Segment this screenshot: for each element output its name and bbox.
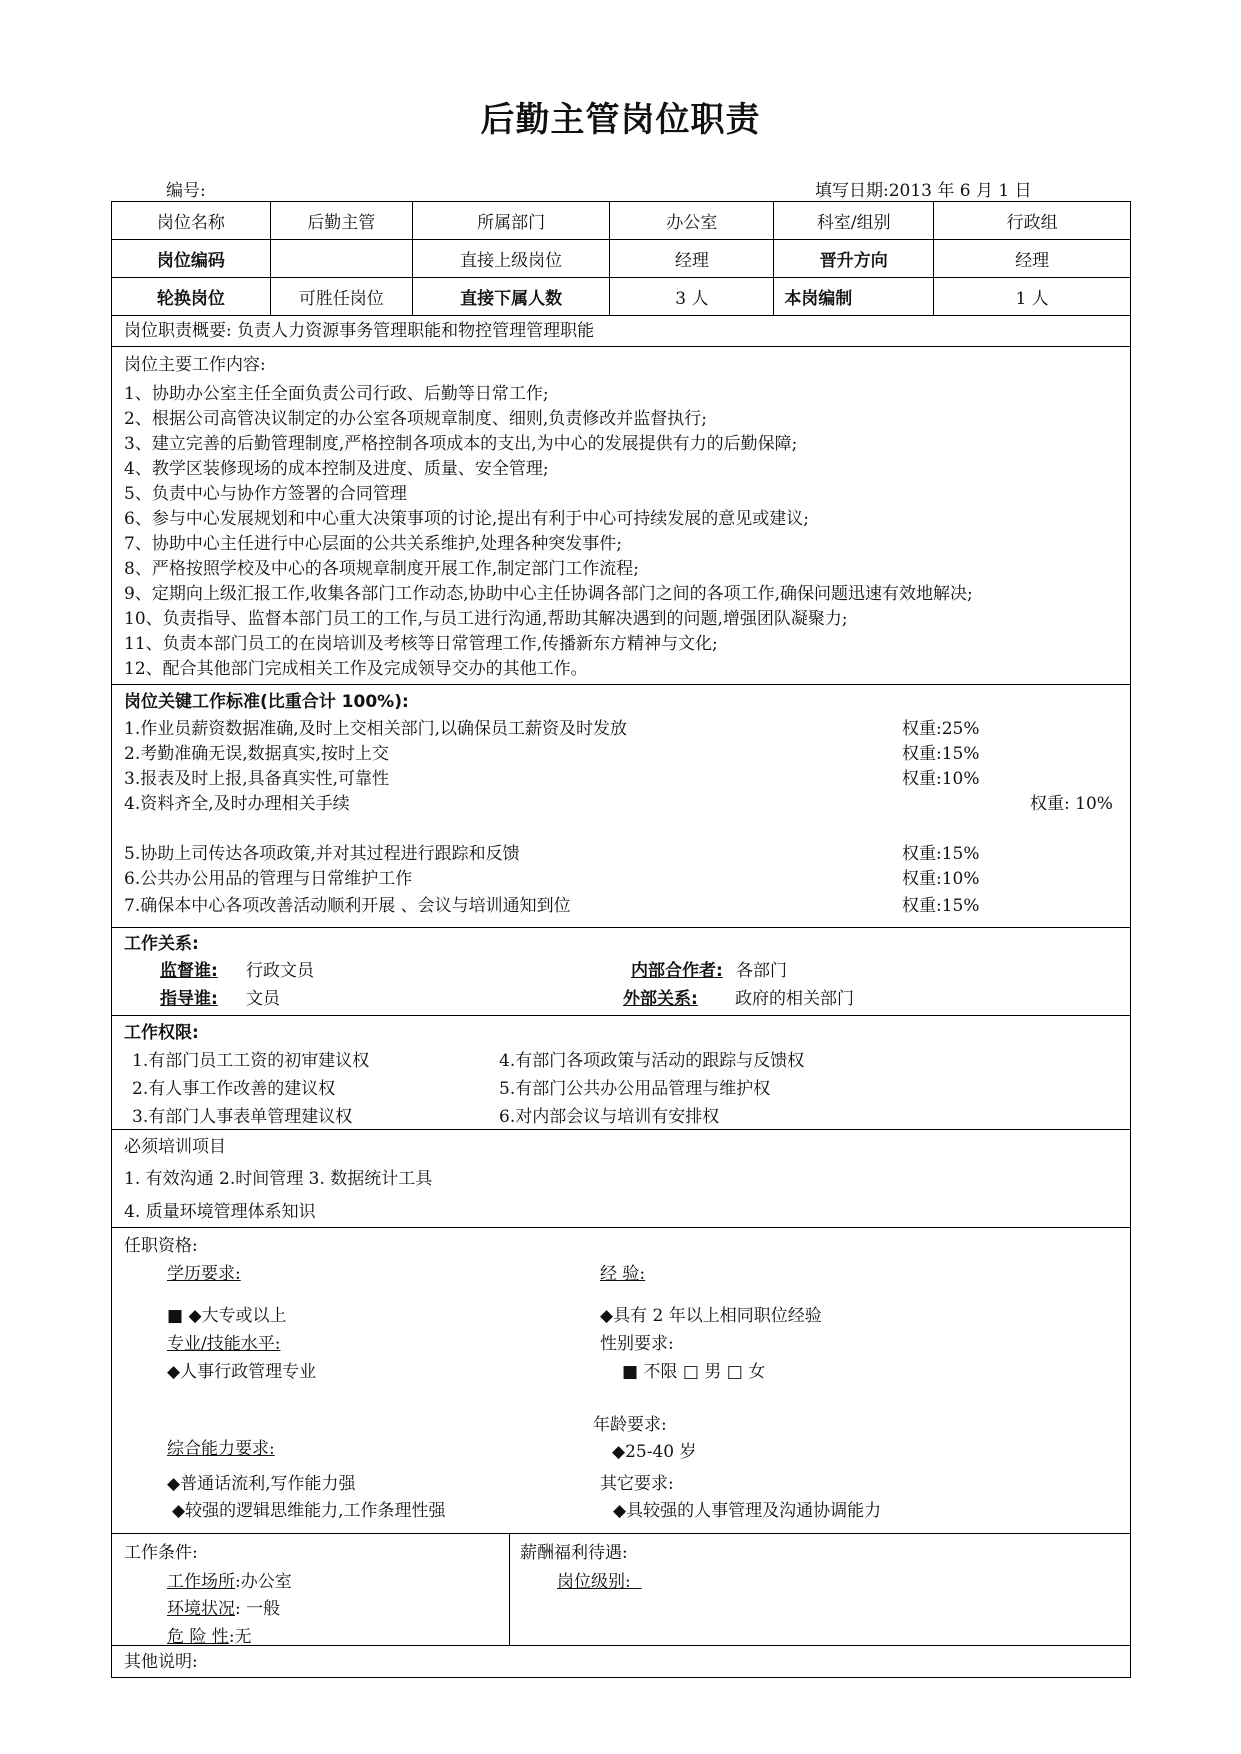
kpi-item-weight: 权重:15% xyxy=(902,844,980,864)
duty-item: 12、配合其他部门完成相关工作及完成领导交办的其他工作。 xyxy=(124,659,588,679)
authority-item: 5.有部门公共办公用品管理与维护权 xyxy=(499,1079,771,1099)
info-cell: 3 人 xyxy=(610,278,774,316)
kpi-item-text: 7.确保本中心各项改善活动顺利开展 、会议与培训通知到位 xyxy=(124,896,571,916)
kpi-item-text: 1.作业员薪资数据准确,及时上交相关部门,以确保员工薪资及时发放 xyxy=(124,719,628,739)
duty-item: 8、严格按照学校及中心的各项规章制度开展工作,制定部门工作流程; xyxy=(124,559,639,579)
conditions-heading: 工作条件: xyxy=(124,1543,198,1563)
ability-value: ◆较强的逻辑思维能力,工作条理性强 xyxy=(172,1501,446,1521)
experience-value: ◆具有 2 年以上相同职位经验 xyxy=(600,1306,822,1326)
kpi-item-weight: 权重:25% xyxy=(902,719,980,739)
info-cell: 1 人 xyxy=(934,278,1131,316)
relations-heading: 工作关系: xyxy=(124,934,199,954)
info-cell: 直接上级岗位 xyxy=(412,240,610,278)
summary-section xyxy=(111,315,1131,347)
place-row xyxy=(167,1571,292,1593)
duty-item: 7、协助中心主任进行中心层面的公共关系维护,处理各种突发事件; xyxy=(124,534,622,554)
info-cell: 轮换岗位 xyxy=(112,278,271,316)
edu-value: ■ ◆大专或以上 xyxy=(167,1306,287,1326)
kpi-item-text: 3.报表及时上报,具备真实性,可靠性 xyxy=(124,769,390,789)
gender-options: ■ 不限 □ 男 □ 女 xyxy=(622,1362,766,1382)
authority-item: 6.对内部会议与培训有安排权 xyxy=(499,1107,720,1127)
place-value: :办公室 xyxy=(235,1572,292,1592)
number-label: 编号: xyxy=(166,181,206,201)
duty-item: 4、教学区装修现场的成本控制及进度、质量、安全管理; xyxy=(124,459,549,479)
position-info-table xyxy=(111,201,1131,316)
major-value: ◆人事行政管理专业 xyxy=(167,1362,317,1382)
authority-item: 4.有部门各项政策与活动的跟踪与反馈权 xyxy=(499,1051,805,1071)
info-cell: 晋升方向 xyxy=(774,240,934,278)
other-label: 其它要求: xyxy=(600,1474,674,1494)
info-cell: 经理 xyxy=(610,240,774,278)
info-cell: 岗位编码 xyxy=(112,240,271,278)
authority-item: 2.有人事工作改善的建议权 xyxy=(132,1079,336,1099)
guide-value: 文员 xyxy=(246,989,280,1009)
training-section xyxy=(111,1130,1131,1228)
ability-value: ◆普通话流利,写作能力强 xyxy=(167,1474,356,1494)
info-cell: 行政组 xyxy=(934,202,1131,240)
duty-item: 2、根据公司高管决议制定的办公室各项规章制度、细则,负责修改并监督执行; xyxy=(124,409,707,429)
edu-label: 学历要求: xyxy=(167,1264,241,1284)
info-row xyxy=(112,202,1131,240)
info-cell: 岗位名称 xyxy=(112,202,271,240)
kpi-section xyxy=(111,685,1131,928)
salary-heading: 薪酬福利待遇: xyxy=(520,1543,628,1563)
kpi-item-weight: 权重: 10% xyxy=(1030,794,1113,814)
info-cell: 本岗编制 xyxy=(774,278,934,316)
duty-item: 5、负责中心与协作方签署的合同管理 xyxy=(124,484,407,504)
environment-label: 环境状况 xyxy=(167,1599,235,1619)
danger-row xyxy=(167,1626,252,1648)
level-label: 岗位级别: xyxy=(557,1572,642,1592)
gender-label: 性别要求: xyxy=(600,1334,674,1354)
kpi-item-weight: 权重:15% xyxy=(902,896,980,916)
info-cell: 科室/组别 xyxy=(774,202,934,240)
authority-item: 3.有部门人事表单管理建议权 xyxy=(132,1107,353,1127)
duty-item: 1、协助办公室主任全面负责公司行政、后勤等日常工作; xyxy=(124,384,549,404)
duty-item: 10、负责指导、监督本部门员工的工作,与员工进行沟通,帮助其解决遇到的问题,增强团队凝聚力; xyxy=(124,609,848,629)
kpi-heading: 岗位关键工作标准(比重合计 100%): xyxy=(124,692,409,712)
info-cell: 办公室 xyxy=(610,202,774,240)
ability-label: 综合能力要求: xyxy=(167,1439,275,1459)
duties-heading: 岗位主要工作内容: xyxy=(124,355,266,375)
age-value: ◆25-40 岁 xyxy=(612,1442,697,1462)
other-value: ◆具较强的人事管理及沟通协调能力 xyxy=(613,1501,882,1521)
notes-label: 其他说明: xyxy=(124,1652,198,1672)
kpi-item-text: 5.协助上司传达各项政策,并对其过程进行跟踪和反馈 xyxy=(124,844,520,864)
duty-item: 6、参与中心发展规划和中心重大决策事项的讨论,提出有利于中心可持续发展的意见或建议; xyxy=(124,509,809,529)
authority-heading: 工作权限: xyxy=(124,1023,199,1043)
authority-section xyxy=(111,1016,1131,1130)
experience-label: 经 验: xyxy=(600,1264,646,1284)
info-row xyxy=(112,240,1131,278)
internal-label: 内部合作者: xyxy=(631,961,723,981)
duty-item: 11、负责本部门员工的在岗培训及考核等日常管理工作,传播新东方精神与文化; xyxy=(124,634,718,654)
qualification-section xyxy=(111,1228,1131,1534)
kpi-item-weight: 权重:15% xyxy=(902,744,980,764)
summary-text: 岗位职责概要: 负责人力资源事务管理职能和物控管理管理职能 xyxy=(124,321,595,341)
kpi-item-text: 4.资料齐全,及时办理相关手续 xyxy=(124,794,350,814)
notes-section xyxy=(111,1646,1131,1678)
info-cell: 后勤主管 xyxy=(270,202,412,240)
info-cell: 直接下属人数 xyxy=(412,278,610,316)
kpi-item-text: 2.考勤准确无误,数据真实,按时上交 xyxy=(124,744,390,764)
info-cell xyxy=(270,240,412,278)
page-title: 后勤主管岗位职责 xyxy=(480,100,761,140)
age-label: 年龄要求: xyxy=(593,1415,667,1435)
kpi-item-weight: 权重:10% xyxy=(902,869,980,889)
place-label: 工作场所 xyxy=(167,1572,235,1592)
training-line: 1. 有效沟通 2.时间管理 3. 数据统计工具 xyxy=(124,1169,433,1189)
danger-value: :无 xyxy=(228,1627,252,1647)
environment-row xyxy=(167,1598,280,1620)
conditions-section xyxy=(111,1534,1131,1646)
supervisor-label: 监督谁: xyxy=(160,961,218,981)
training-line: 4. 质量环境管理体系知识 xyxy=(124,1202,316,1222)
qualification-heading: 任职资格: xyxy=(124,1236,198,1256)
supervisor-value: 行政文员 xyxy=(246,961,314,981)
duty-item: 9、定期向上级汇报工作,收集各部门工作动态,协助中心主任协调各部门之间的各项工作,确保问题迅速有效地解决; xyxy=(124,584,973,604)
info-row xyxy=(112,278,1131,316)
kpi-item-text: 6.公共办公用品的管理与日常维护工作 xyxy=(124,869,413,889)
external-label: 外部关系: xyxy=(623,989,698,1009)
training-heading: 必须培训项目 xyxy=(124,1137,226,1157)
kpi-item-weight: 权重:10% xyxy=(902,769,980,789)
date-label: 填写日期:2013 年 6 月 1 日 xyxy=(815,181,1032,201)
info-cell: 所属部门 xyxy=(412,202,610,240)
environment-value: : 一般 xyxy=(235,1599,281,1619)
major-label: 专业/技能水平: xyxy=(167,1334,281,1354)
info-cell: 经理 xyxy=(934,240,1131,278)
danger-label: 危 险 性 xyxy=(167,1627,229,1647)
info-cell: 可胜任岗位 xyxy=(270,278,412,316)
duty-item: 3、建立完善的后勤管理制度,严格控制各项成本的支出,为中心的发展提供有力的后勤保障; xyxy=(124,434,798,454)
external-value: 政府的相关部门 xyxy=(735,989,854,1009)
relations-section xyxy=(111,928,1131,1016)
duties-section xyxy=(111,347,1131,685)
internal-value: 各部门 xyxy=(736,961,787,981)
authority-item: 1.有部门员工工资的初审建议权 xyxy=(132,1051,370,1071)
guide-label: 指导谁: xyxy=(160,989,218,1009)
